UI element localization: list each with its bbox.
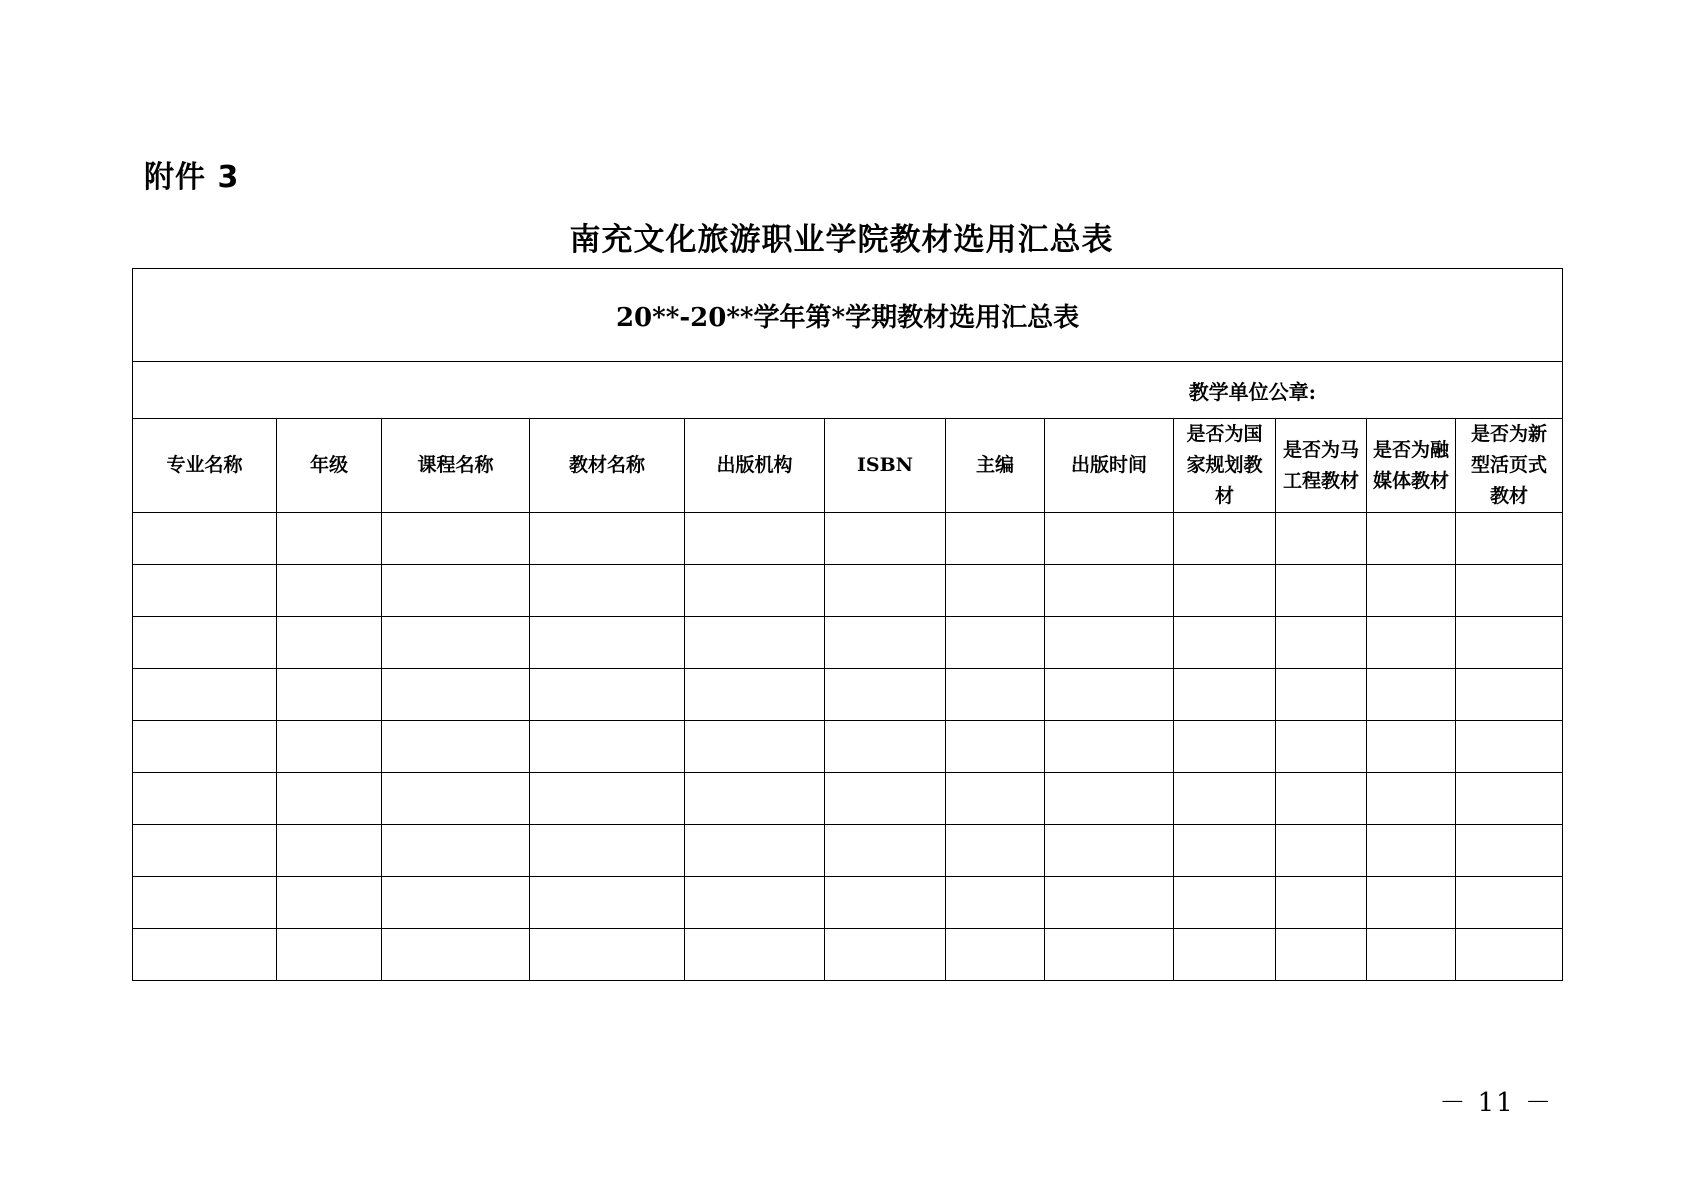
header-row bbox=[133, 419, 1563, 513]
table-cell bbox=[277, 877, 382, 929]
table-cell bbox=[133, 617, 277, 669]
table-cell bbox=[1367, 513, 1456, 565]
table-cell bbox=[133, 825, 277, 877]
attachment-label: 附件 3 bbox=[144, 160, 240, 195]
table-row bbox=[133, 721, 1563, 773]
table-cell bbox=[277, 617, 382, 669]
table-cell bbox=[530, 513, 685, 565]
table-cell bbox=[1174, 617, 1276, 669]
table-cell bbox=[277, 565, 382, 617]
header-media-fusion: 是否为融媒体教材 bbox=[1367, 419, 1456, 513]
table-subtitle: 20**-20**学年第*学期教材选用汇总表 bbox=[133, 269, 1563, 362]
table-cell bbox=[133, 721, 277, 773]
table-cell bbox=[685, 773, 825, 825]
table-cell bbox=[1276, 929, 1367, 981]
header-marxism-project: 是否为马工程教材 bbox=[1276, 419, 1367, 513]
table-cell bbox=[530, 877, 685, 929]
table-cell bbox=[1045, 565, 1174, 617]
table-cell bbox=[1174, 565, 1276, 617]
table-cell bbox=[530, 721, 685, 773]
table-cell bbox=[1045, 721, 1174, 773]
table-cell bbox=[530, 825, 685, 877]
table-cell bbox=[825, 825, 946, 877]
table-cell bbox=[1456, 721, 1563, 773]
header-course-name: 课程名称 bbox=[382, 419, 530, 513]
table-cell bbox=[1456, 877, 1563, 929]
table-cell bbox=[946, 877, 1045, 929]
header-national-planning: 是否为国家规划教材 bbox=[1174, 419, 1276, 513]
table-row bbox=[133, 773, 1563, 825]
table-cell bbox=[133, 929, 277, 981]
table-cell bbox=[382, 773, 530, 825]
table-cell bbox=[133, 877, 277, 929]
table-cell bbox=[946, 773, 1045, 825]
textbook-summary-table bbox=[132, 268, 1563, 981]
table-cell bbox=[1367, 877, 1456, 929]
table-cell bbox=[825, 929, 946, 981]
table-cell bbox=[530, 669, 685, 721]
table-cell bbox=[1045, 825, 1174, 877]
header-publisher: 出版机构 bbox=[685, 419, 825, 513]
table-cell bbox=[1276, 773, 1367, 825]
table-cell bbox=[825, 877, 946, 929]
table-cell bbox=[133, 669, 277, 721]
table-cell bbox=[946, 513, 1045, 565]
table-cell bbox=[530, 929, 685, 981]
table-cell bbox=[530, 617, 685, 669]
table-cell bbox=[133, 513, 277, 565]
header-textbook-name: 教材名称 bbox=[530, 419, 685, 513]
table-cell bbox=[685, 721, 825, 773]
header-editor: 主编 bbox=[946, 419, 1045, 513]
table-body bbox=[133, 513, 1563, 981]
table-cell bbox=[1367, 825, 1456, 877]
table-cell bbox=[382, 929, 530, 981]
table-cell bbox=[1367, 929, 1456, 981]
table-cell bbox=[825, 565, 946, 617]
table-cell bbox=[1174, 721, 1276, 773]
table-cell bbox=[1367, 773, 1456, 825]
table-row bbox=[133, 825, 1563, 877]
table-cell bbox=[1045, 773, 1174, 825]
header-major-name: 专业名称 bbox=[133, 419, 277, 513]
table-cell bbox=[1456, 513, 1563, 565]
table-cell bbox=[1367, 617, 1456, 669]
table-cell bbox=[1367, 669, 1456, 721]
table-row bbox=[133, 565, 1563, 617]
table-cell bbox=[946, 721, 1045, 773]
table-cell bbox=[1174, 929, 1276, 981]
table-cell bbox=[277, 825, 382, 877]
table-cell bbox=[685, 825, 825, 877]
table-row bbox=[133, 617, 1563, 669]
table-cell bbox=[382, 669, 530, 721]
table-cell bbox=[277, 773, 382, 825]
table-cell bbox=[685, 929, 825, 981]
table-cell bbox=[1276, 669, 1367, 721]
table-cell bbox=[1456, 773, 1563, 825]
table-cell bbox=[946, 669, 1045, 721]
table-cell bbox=[1276, 721, 1367, 773]
table-cell bbox=[382, 565, 530, 617]
header-isbn: ISBN bbox=[825, 419, 946, 513]
table-cell bbox=[1456, 825, 1563, 877]
header-loose-leaf: 是否为新型活页式教材 bbox=[1456, 419, 1563, 513]
table-cell bbox=[1174, 877, 1276, 929]
table-cell bbox=[1367, 721, 1456, 773]
table-cell bbox=[1174, 773, 1276, 825]
table-cell bbox=[1045, 617, 1174, 669]
header-publish-date: 出版时间 bbox=[1045, 419, 1174, 513]
table-cell bbox=[1456, 565, 1563, 617]
table-cell bbox=[946, 929, 1045, 981]
table-cell bbox=[530, 565, 685, 617]
table-cell bbox=[1174, 825, 1276, 877]
table-cell bbox=[825, 721, 946, 773]
table-cell bbox=[946, 825, 1045, 877]
table-cell bbox=[685, 617, 825, 669]
table-cell bbox=[382, 513, 530, 565]
table-cell bbox=[825, 773, 946, 825]
table-row bbox=[133, 877, 1563, 929]
table-row bbox=[133, 513, 1563, 565]
table-cell bbox=[685, 877, 825, 929]
table-cell bbox=[530, 773, 685, 825]
table-cell bbox=[133, 773, 277, 825]
table-row bbox=[133, 929, 1563, 981]
table-cell bbox=[825, 617, 946, 669]
table-cell bbox=[1045, 513, 1174, 565]
header-grade: 年级 bbox=[277, 419, 382, 513]
table-cell bbox=[382, 825, 530, 877]
table-cell bbox=[685, 565, 825, 617]
table-cell bbox=[946, 617, 1045, 669]
table-cell bbox=[1276, 513, 1367, 565]
table-cell bbox=[1276, 825, 1367, 877]
table-cell bbox=[1276, 565, 1367, 617]
table-cell bbox=[1456, 929, 1563, 981]
page-number: － 11 － bbox=[1439, 1088, 1553, 1118]
table-cell bbox=[1276, 877, 1367, 929]
table-cell bbox=[382, 877, 530, 929]
document-title: 南充文化旅游职业学院教材选用汇总表 bbox=[569, 222, 1114, 258]
table-cell bbox=[825, 669, 946, 721]
table-cell bbox=[946, 565, 1045, 617]
seal-label: 教学单位公章: bbox=[133, 362, 1563, 419]
table-cell bbox=[685, 513, 825, 565]
table-cell bbox=[382, 617, 530, 669]
table-cell bbox=[1045, 929, 1174, 981]
table-cell bbox=[1045, 669, 1174, 721]
table-cell bbox=[1276, 617, 1367, 669]
table-cell bbox=[277, 669, 382, 721]
table-cell bbox=[382, 721, 530, 773]
table-row bbox=[133, 669, 1563, 721]
table-cell bbox=[1174, 513, 1276, 565]
table-cell bbox=[825, 513, 946, 565]
table-cell bbox=[1367, 565, 1456, 617]
table-cell bbox=[1045, 877, 1174, 929]
table-cell bbox=[685, 669, 825, 721]
table-cell bbox=[1456, 617, 1563, 669]
table-cell bbox=[277, 513, 382, 565]
table-cell bbox=[277, 721, 382, 773]
table-cell bbox=[1456, 669, 1563, 721]
table-cell bbox=[277, 929, 382, 981]
table-cell bbox=[1174, 669, 1276, 721]
table-cell bbox=[133, 565, 277, 617]
